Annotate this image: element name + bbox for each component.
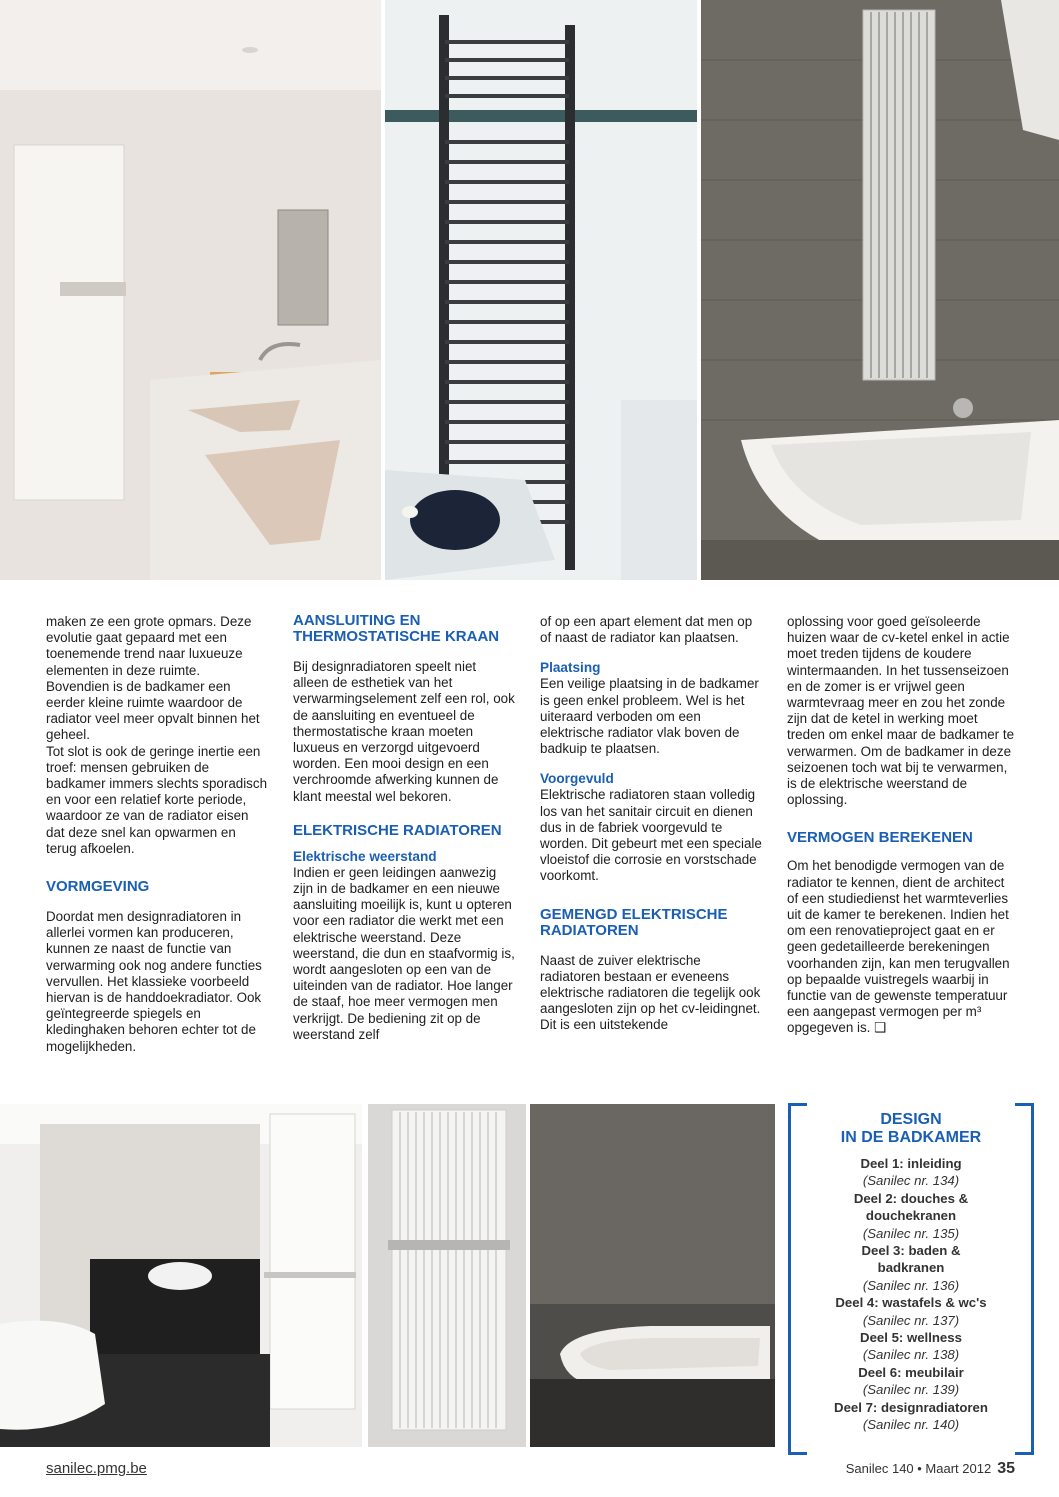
series-box-title-line: DESIGN [880,1111,942,1128]
box-corner [1015,1452,1031,1455]
article-column-4 [787,614,1017,1037]
paragraph: Bij designradiatoren speelt niet alleen de esthetiek van het verwarmingselement zelf een rol, ook de aansluiting en eventueel de thermostatische kraan moeten luxueus en verzorgd uitgevoerd worden. Een mooi design en een verchroomde afwerking kunnen de klant meestal wel bekoren. [293,659,515,804]
paragraph: Doordat men designradiatoren in allerlei vormen kan produceren, kunnen ze naast de functie van verwarming ook nog andere functies vervullen. Het klassieke voorbeeld hiervan is de handdoekradiator. Ook geïntegreerde spiegels en kledinghaken behoren echter tot de mogelijkheden. [46,909,262,1054]
heading-elektrische-radiatoren: ELEKTRISCHE RADIATOREN [293,821,502,839]
footer-issue: Sanilec 140 • Maart 2012 [845,1461,992,1476]
article-column-1 [46,614,268,1055]
series-part-title: Deel 6: meubilair [858,1364,964,1380]
paragraph: Naast de zuiver elektrische radiatoren bestaan er eveneens elektrische radiatoren die tegelijk ook aangesloten zijn op het cv-leidingnet. Dit is een uitstekende [540,952,761,1033]
paragraph: of op een apart element dat men op of naast de radiator kan plaatsen. [540,614,753,646]
article-column-2 [293,613,515,1043]
box-corner [791,1452,807,1455]
series-part-issue: (Sanilec nr. 137) [862,1312,960,1328]
series-part-title: Deel 7: designradiatoren [834,1399,988,1415]
heading-vormgeving: VORMGEVING [46,878,150,896]
footer-website-link[interactable]: sanilec.pmg.be [46,1460,147,1477]
photo-bathroom-white-radiator-sink [0,0,381,580]
photo-white-column-radiator [368,1104,526,1447]
paragraph-text: Om het benodigde vermogen van de radiator te kennen, dient de architect of een studiedienst het warmteverlies uit de kamer te berekenen. Indien het om een renovatieproject gaat en er geen gedetailleerde berekeningen voorhanden zijn, kan men terugvallen op bepaalde vuistregels waarbij in functie van de gewenste temperatuur een aangepast vermogen per m³ opgegeven is. [787,858,1010,1036]
end-mark: ❑ [874,1020,887,1036]
series-part-title: Deel 5: wellness [860,1330,962,1346]
subheading-voorgevuld: Voorgevuld [540,771,614,787]
series-part-title: Deel 3: baden & badkranen [861,1243,961,1276]
box-corner [791,1103,807,1106]
series-part-issue: (Sanilec nr. 134) [862,1173,960,1189]
heading-gemengd: GEMENGD ELEKTRISCHE RADIATOREN [540,905,728,939]
series-part-issue: (Sanilec nr. 135) [862,1225,960,1241]
series-part-issue: (Sanilec nr. 138) [862,1347,960,1363]
paragraph [787,858,1017,1036]
paragraph: Elektrische radiatoren staan volledig los van het sanitair circuit en dienen dus in de fabriek voorgevuld te worden. Dit gebeurt met een speciale vloeistof die corrosie en vorstschade voorkomt. [540,787,762,884]
photo-bathroom-black-towel-radiator [385,0,697,580]
paragraph: oplossing voor goed geïsoleerde huizen waar de cv-ketel enkel in actie moet treden tijdens de koudere wintermaanden. In het tussenseizoen en de zomer is er vrijwel geen warmtevraag meer en zou het zonde zijn dat de ketel in werking moet treden om enkel maar de badkamer te verwarmen. Om de badkamer in deze seizoenen toch wat bij te verwarmen, is de elektrische weerstand de oplossing. [787,614,1015,808]
series-part-title: Deel 2: douches & douchekranen [853,1190,969,1224]
page-number: 35 [997,1460,1015,1477]
paragraph: Indien er geen leidingen aanwezig zijn in de badkamer en een nieuwe aansluiting moeilijk is, kunt u opteren voor een radiator die werkt met een elektrische weerstand. Deze weerstand, die dun en staafvormig is, wordt aangesloten op een van de uiteinden van de radiator. Hoe langer de staaf, hoe meer vermogen men verkrijgt. De bediening zit op de weerstand zelf [293,864,515,1042]
heading-vermogen-berekenen: VERMOGEN BEREKENEN [787,829,973,847]
paragraph: Tot slot is ook de geringe inertie een troef: mensen gebruiken de badkamer immers slechts sporadisch en voor een relatief korte periode, waardoor ze van de radiator eisen dat deze snel kan opwarmen en terug afkoelen. [46,743,268,856]
footer-issue-info [846,1460,1015,1478]
photo-bathroom-dark-bathtub [530,1104,775,1447]
subheading-plaatsing: Plaatsing [540,660,601,676]
paragraph: maken ze een grote opmars. Deze evolutie gaat gepaard met een toenemende trend naar luxueuze elementen in deze ruimte. [46,614,252,678]
heading-aansluiting: AANSLUITING EN THERMOSTATISCHE KRAAN [293,612,500,645]
series-part-issue: (Sanilec nr. 136) [862,1277,960,1293]
series-box-title [791,1111,1031,1147]
series-part-title: Deel 4: wastafels & wc's [835,1295,987,1311]
paragraph: Een veilige plaatsing in de badkamer is geen enkel probleem. Wel is het uiteraard verboden om een elektrische radiator vlak boven de badkuip te plaatsen. [540,676,759,757]
paragraph: Bovendien is de badkamer een eerder kleine ruimte waardoor de radiator veel meer opvalt binnen het geheel. [46,678,260,743]
subheading-elektrische-weerstand: Elektrische weerstand [293,848,437,864]
article-column-3 [540,614,764,1034]
series-part-issue: (Sanilec nr. 140) [862,1417,960,1433]
series-box-title-line: IN DE BADKAMER [840,1129,982,1146]
photo-bathroom-freestanding-tub-white-radiator [0,1104,362,1447]
box-corner [1015,1103,1031,1106]
series-box [788,1103,1034,1455]
series-part-issue: (Sanilec nr. 139) [862,1382,960,1398]
series-part-title: Deel 1: inleiding [860,1156,962,1171]
series-parts-list [791,1155,1031,1434]
photo-bathroom-bathtub-column-radiator [701,0,1059,580]
